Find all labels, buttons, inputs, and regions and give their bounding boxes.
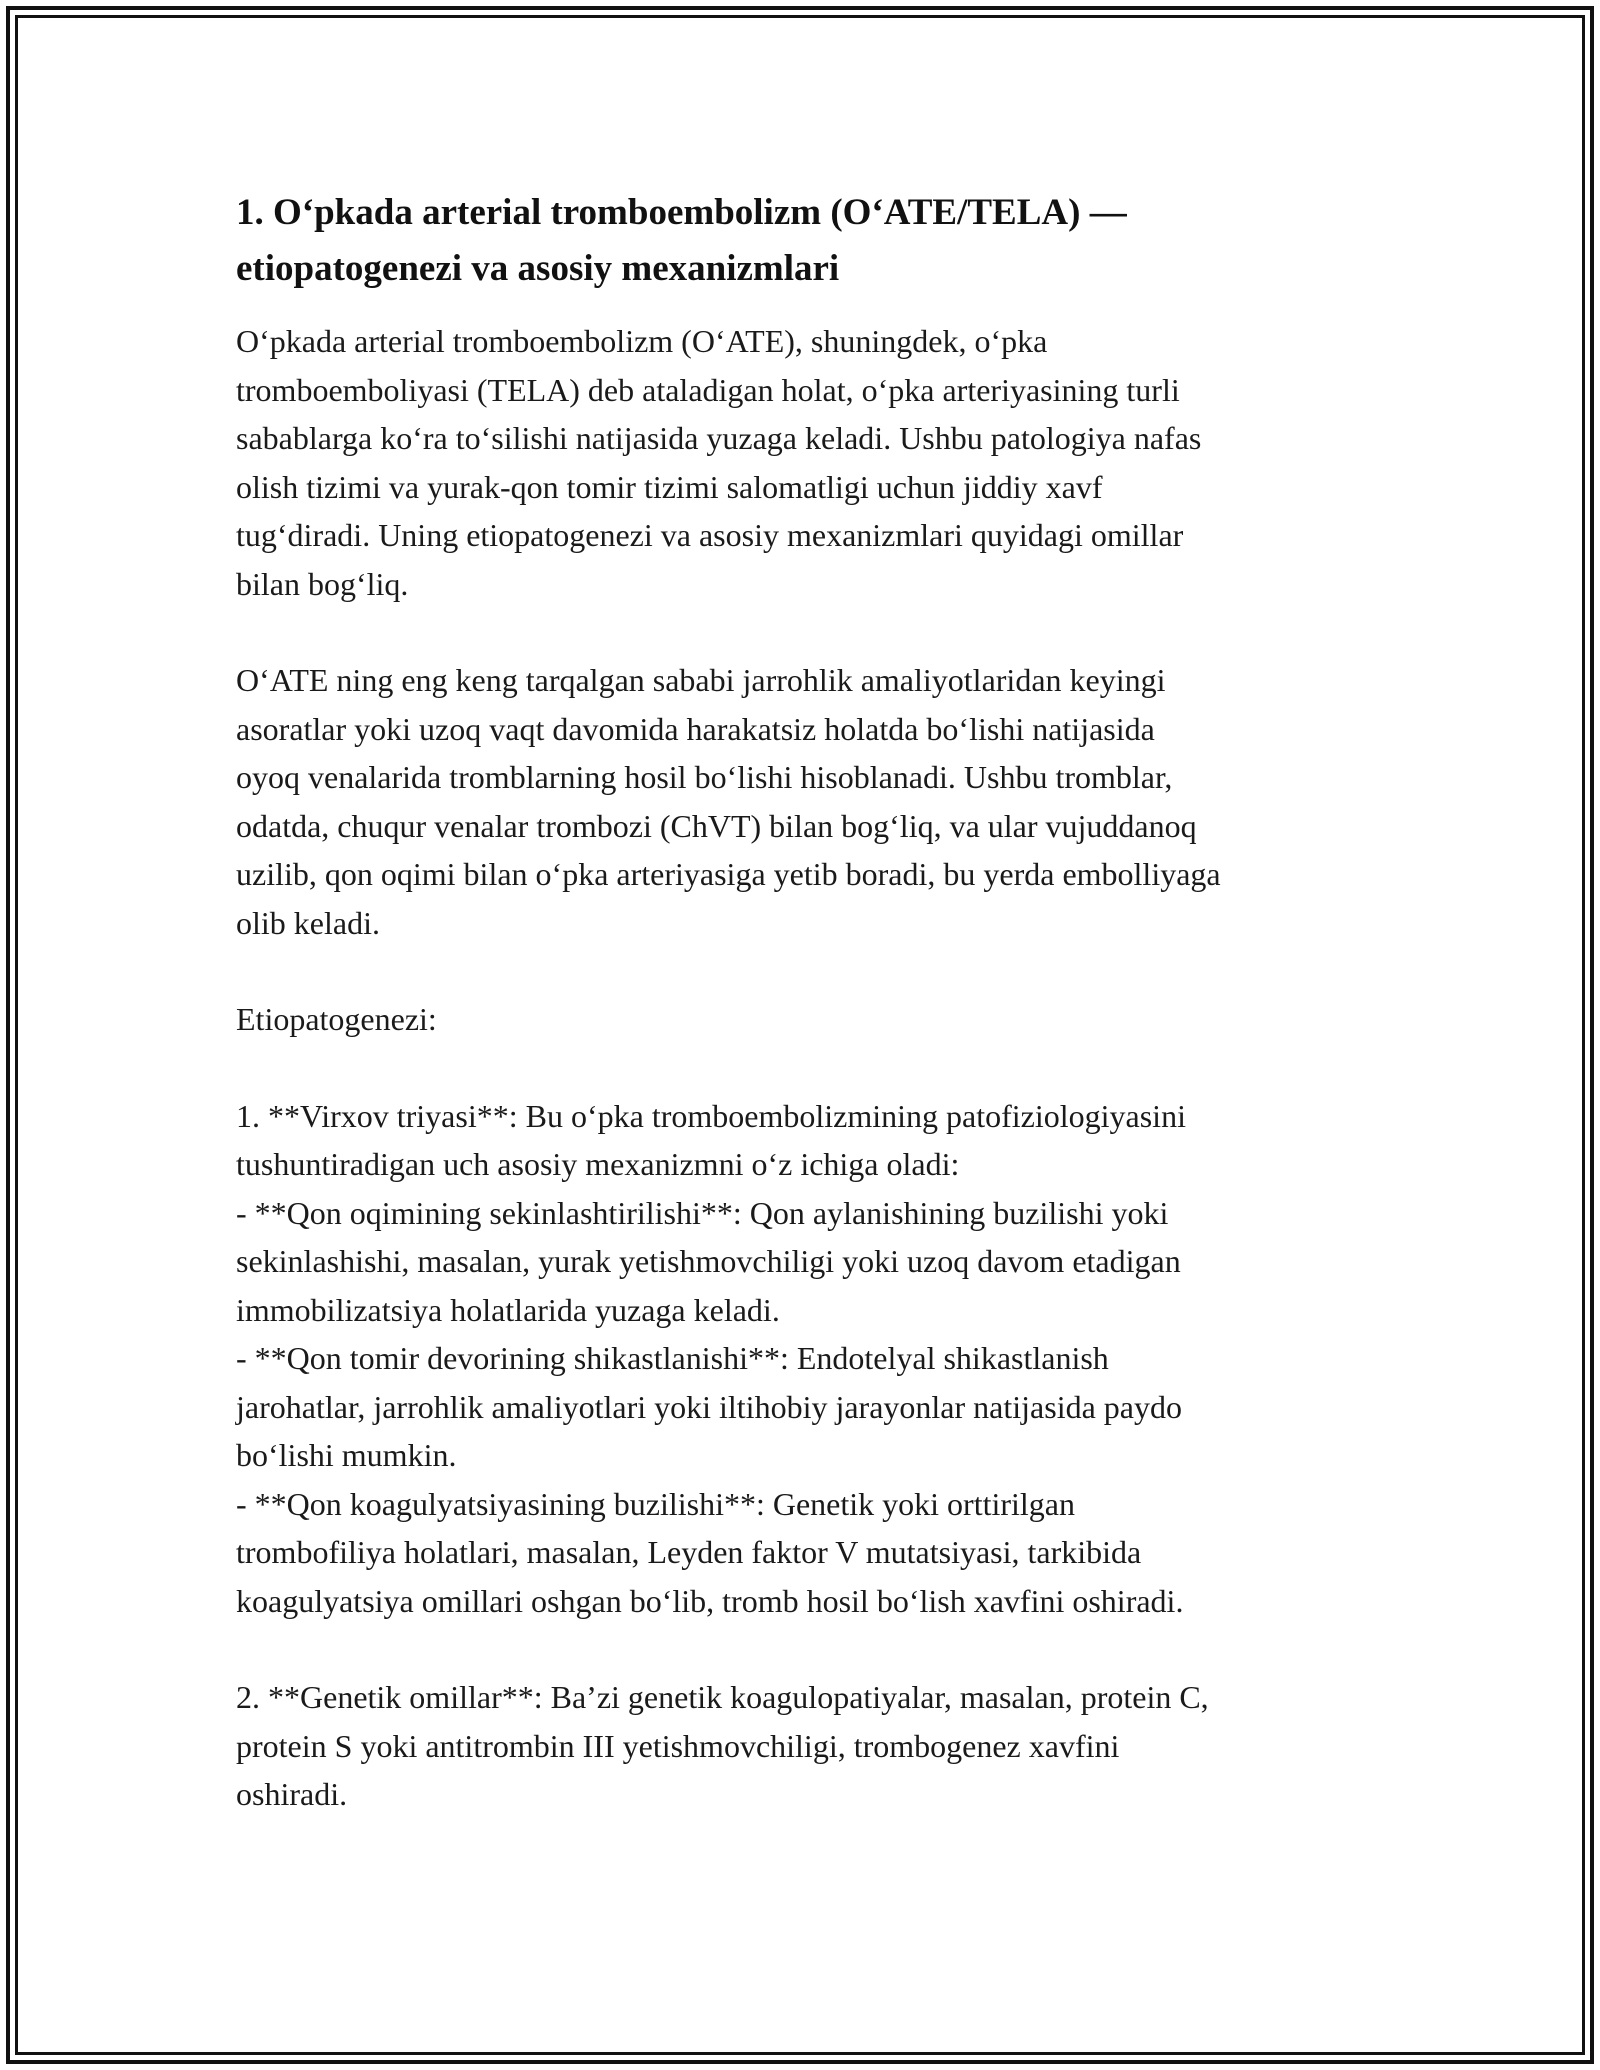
document-title: 1. O‘pkada arterial tromboembolizm (O‘ATE/TELA) — etiopatogenezi va asosiy mexanizmlari: [236, 192, 1127, 289]
list-item-virchow-triad: 1. **Virxov triyasi**: Bu o‘pka tromboembolizmining patofiziologiyasini tushuntiradigan uch asosiy mexanizmni o‘z ichiga oladi: - **Qon oqimining sekinlashtirilishi**: Qon aylanishining buzilishi yoki sekinlashishi, masalan, yurak yetishmovchiligi yoki uzoq davom etadigan immobilizatsiya holatlarida yuzaga keladi. - **Qon tomir devorining shikastlanishi**: Endotelyal shikastlanish jarohatlar, jarrohlik amaliyotlari yoki iltihobiy jarayonlar natijasida paydo bo‘lishi mumkin. - **Qon koagulyatsiyasining buzilishi**: Genetik yoki orttirilgan trombofiliya holatlari, masalan, Leyden faktor V mutatsiyasi, tarkibida koagulyatsiya omillari oshgan bo‘lib, tromb hosil bo‘lish xavfini oshiradi.: [236, 1097, 1186, 1619]
section-heading-etiopathogenesis: Etiopatogenezi:: [236, 1001, 437, 1037]
document-body: [236, 185, 1366, 1819]
cause-paragraph: O‘ATE ning eng keng tarqalgan sababi jarrohlik amaliyotlaridan keyingi asoratlar yoki uzoq vaqt davomida harakatsiz holatda bo‘lishi natijasida oyoq venalarida tromblarning hosil bo‘lishi hisoblanadi. Ushbu tromblar, odatda, chuqur venalar trombozi (ChVT) bilan bog‘liq, va ular vujuddanoq uzilib, qon oqimi bilan o‘pka arteriyasiga yetib boradi, bu yerda embolliyaga olib keladi.: [236, 662, 1221, 941]
intro-paragraph: O‘pkada arterial tromboembolizm (O‘ATE), shuningdek, o‘pka tromboemboliyasi (TELA) deb ataladigan holat, o‘pka arteriyasining turli sabablarga ko‘ra to‘silishi natijasida yuzaga keladi. Ushbu patologiya nafas olish tizimi va yurak-qon tomir tizimi salomatligi uchun jiddiy xavf tug‘diradi. Uning etiopatogenezi va asosiy mexanizmlari quyidagi omillar bilan bog‘liq.: [236, 323, 1202, 602]
list-item-genetic-factors: 2. **Genetik omillar**: Ba’zi genetik koagulopatiyalar, masalan, protein C, protein S yoki antitrombin III yetishmovchiligi, trombogenez xavfini oshiradi.: [236, 1679, 1209, 1812]
